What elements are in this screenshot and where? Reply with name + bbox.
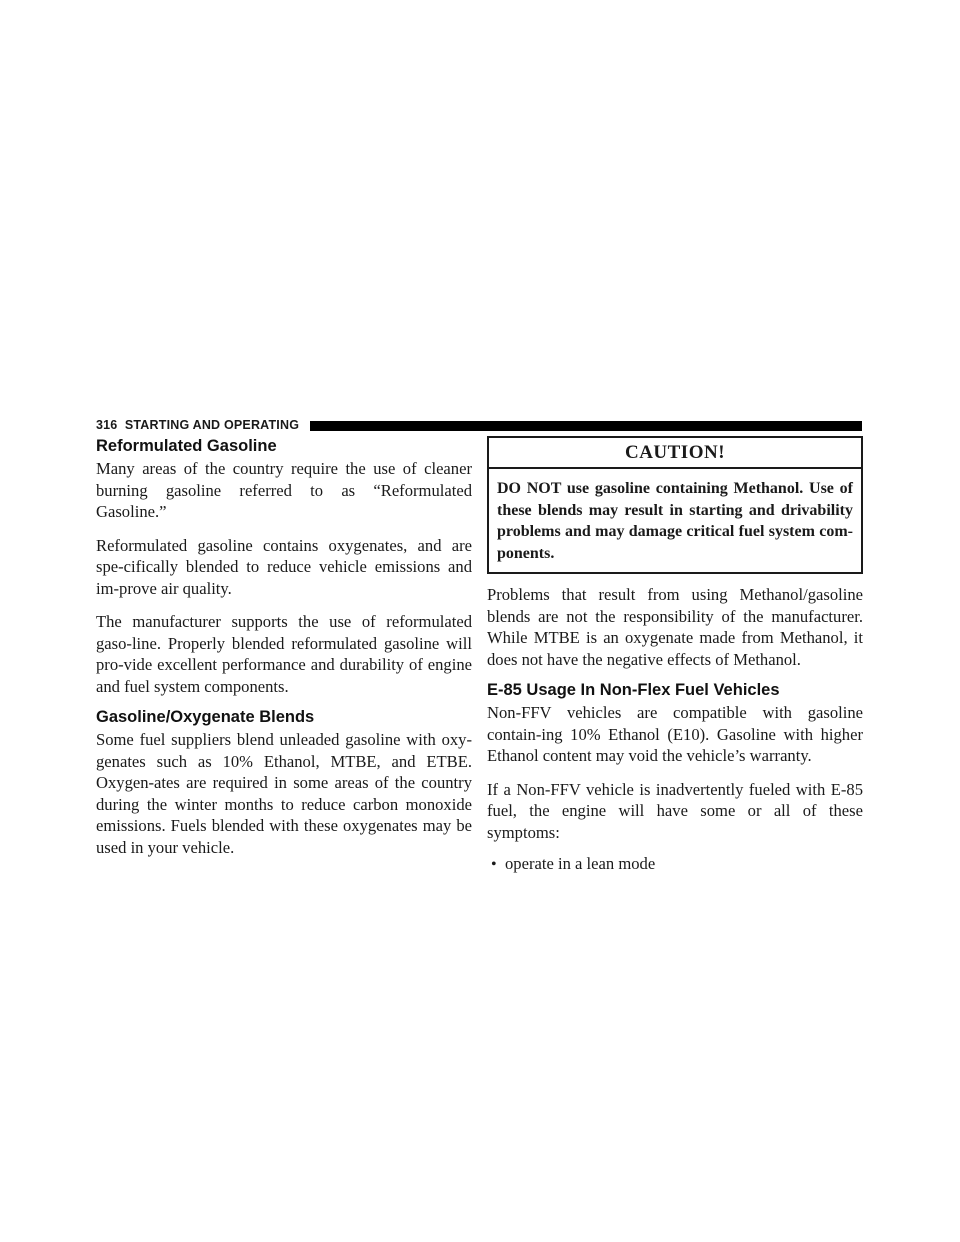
caution-text: DO NOT use gasoline containing Methanol. Use of these blends may result in starting and drivability problems and may damage critical fuel system com-ponents. — [497, 480, 853, 562]
section-title: STARTING AND OPERATING — [124, 418, 300, 432]
right-column — [487, 436, 863, 876]
header-rule — [310, 421, 862, 431]
bullet-icon: • — [491, 856, 497, 873]
paragraph: Reformulated gasoline contains oxygenates, and are spe-cifically blended to reduce vehicle emissions and im-prove air quality. — [96, 535, 472, 598]
caution-title: CAUTION! — [489, 438, 861, 469]
paragraph: Non-FFV vehicles are compatible with gasoline contain-ing 10% Ethanol (E10). Gasoline with higher Ethanol content may void the vehicle’s warranty. — [487, 703, 863, 765]
paragraph: The manufacturer supports the use of reformulated gaso-line. Properly blended reformulated gasoline will pro-vide excellent performance and durability of engine and fuel system components. — [96, 612, 472, 696]
heading-e85-usage: E-85 Usage In Non-Flex Fuel Vehicles — [487, 681, 780, 699]
header-text — [96, 417, 299, 434]
paragraph: Many areas of the country require the use of cleaner burning gasoline referred to as “Reformulated Gasoline.” — [96, 459, 472, 521]
caution-box — [487, 436, 863, 574]
list-item — [491, 853, 863, 876]
heading-gasoline-oxygenate-blends: Gasoline/Oxygenate Blends — [96, 708, 315, 726]
left-column — [96, 436, 472, 870]
bullet-text: operate in a lean mode — [505, 854, 656, 873]
page-header — [96, 417, 862, 434]
page-number: 316 — [96, 418, 118, 432]
heading-reformulated-gasoline: Reformulated Gasoline — [96, 437, 277, 455]
paragraph: Problems that result from using Methanol/gasoline blends are not the responsibility of the manufacturer. While MTBE is an oxygenate made from Methanol, it does not have the negative effects of Methanol. — [487, 585, 863, 669]
paragraph: If a Non-FFV vehicle is inadvertently fueled with E-85 fuel, the engine will have some or all of these symptoms: — [487, 779, 863, 842]
paragraph: Some fuel suppliers blend unleaded gasoline with oxy-genates such as 10% Ethanol, MTBE, and ETBE. Oxygen-ates are required in some areas of the country during the winter months to reduce carbon monoxide emissions. Fuels blended with these oxygenates may be used in your vehicle. — [96, 730, 472, 857]
